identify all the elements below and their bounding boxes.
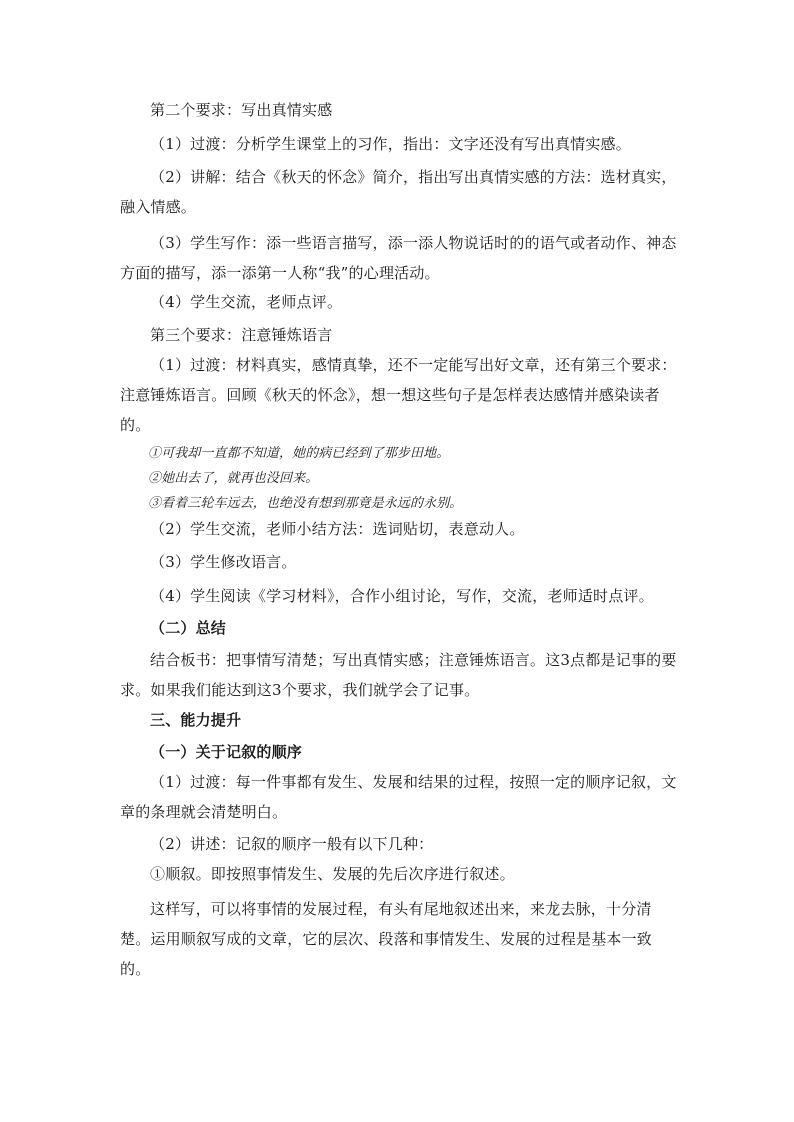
paragraph-transition-1: （1）过渡：分析学生课堂上的习作，指出：文字还没有写出真情实感。 — [150, 135, 631, 153]
paragraph-student-exchange: （4）学生交流，老师点评。 — [150, 293, 343, 311]
paragraph-chronological-detail: 这样写，可以将事情的发展过程，有头有尾地叙述出来，来龙去脉，十分清楚。运用顺叙写成的文章，它的层次、段落和事情发生、发展的过程是基本一致的。 — [120, 900, 653, 978]
paragraph-explain: （2）讲解：结合《秋天的怀念》简介，指出写出真情实感的方法：选材真实，融入情感。 — [120, 168, 677, 216]
subsection-heading-order: （一）关于记叙的顺序 — [150, 743, 303, 761]
paragraph-method-summary: （2）学生交流，老师小结方法：选词贴切，表意动人。 — [150, 520, 525, 538]
paragraph-student-writing: （3）学生写作：添一些语言描写，添一添人物说话时的的语气或者动作、神态方面的描写，添一添第一人称“我”的心理活动。 — [120, 234, 677, 282]
paragraph-order-explain: （2）讲述：记叙的顺序一般有以下几种： — [150, 835, 434, 853]
paragraph-chronological: ①顺叙。即按照事情发生、发展的先后次序进行叙述。 — [150, 865, 515, 883]
example-sentence-2: ②她出去了，就再也没回来。 — [148, 471, 319, 486]
paragraph-read-materials: （4）学生阅读《学习材料》，合作小组讨论，写作，交流，老师适时点评。 — [150, 587, 654, 605]
paragraph-summary: 结合板书：把事情写清楚；写出真情实感；注意锤炼语言。这3点都是记事的要求。如果我们能达到这3个要求，我们就学会了记事。 — [120, 651, 677, 699]
paragraph-order-transition: （1）过渡：每一件事都有发生、发展和结果的过程，按照一定的顺序记叙，文章的条理就会清楚明白。 — [120, 773, 677, 821]
requirement-heading-2: 第二个要求：写出真情实感 — [150, 101, 333, 119]
paragraph-revise-language: （3）学生修改语言。 — [150, 553, 297, 571]
requirement-heading-3: 第三个要求：注意锤炼语言 — [150, 326, 333, 344]
section-heading-ability: 三、能力提升 — [150, 711, 242, 729]
section-heading-summary: （二）总结 — [150, 619, 227, 637]
paragraph-transition-2: （1）过渡：材料真实，感情真挚，还不一定能写出好文章，还有第三个要求：注意锤炼语言。回顾《秋天的怀念》，想一想这些句子是怎样表达感情并感染读者的。 — [120, 356, 677, 434]
example-sentence-3: ③看着三轮车远去，也绝没有想到那竟是永远的永别。 — [148, 496, 463, 511]
example-sentence-1: ①可我却一直都不知道，她的病已经到了那步田地。 — [148, 446, 450, 461]
